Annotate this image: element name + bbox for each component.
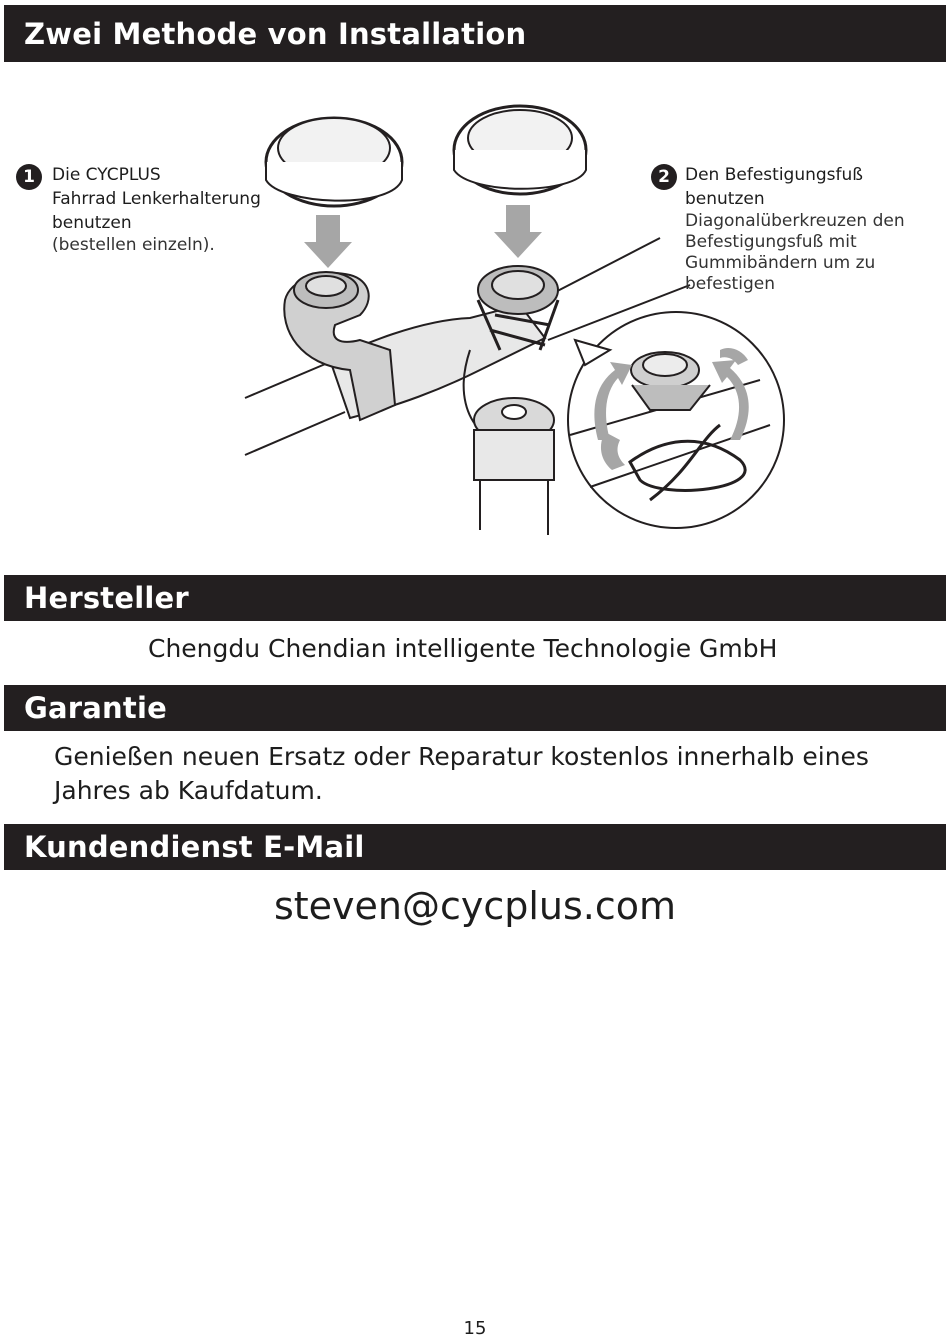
step-2-line-2: benutzen (685, 189, 765, 209)
warranty-line-2: Jahres ab Kaufdatum. (54, 776, 323, 805)
warranty-header (4, 685, 946, 731)
manufacturer-text: Chengdu Chendian intelligente Technologie GmbH (148, 634, 778, 663)
step-2-text (685, 163, 947, 295)
step-1-badge: 1 (16, 164, 42, 190)
warranty-line-1: Genießen neuen Ersatz oder Reparatur kostenlos innerhalb eines (54, 742, 869, 771)
step-2-desc-2: Befestigungsfuß mit (685, 232, 857, 252)
step-2-line-1: Den Befestigungsfuß (685, 165, 863, 185)
step-1-line-1: Die CYCPLUS (52, 165, 161, 185)
support-email-link[interactable]: steven@cycplus.com (273, 884, 677, 928)
warranty-title: Garantie (24, 691, 167, 725)
step-2-desc-1: Diagonalüberkreuzen den (685, 211, 905, 231)
step-2-badge: 2 (651, 164, 677, 190)
step-1-text (52, 163, 292, 256)
page-number: 15 (463, 1318, 487, 1339)
step-2-desc-4: befestigen (685, 274, 775, 294)
manufacturer-header (4, 575, 946, 621)
warranty-text (54, 740, 934, 808)
manufacturer-title: Hersteller (24, 581, 189, 615)
installation-title: Zwei Methode von Installation (24, 16, 527, 51)
step-2-desc-3: Gummibändern um zu (685, 253, 876, 273)
support-header (4, 824, 946, 870)
step-1-line-3: benutzen (52, 213, 132, 233)
support-title: Kundendienst E-Mail (24, 830, 365, 864)
step-1-line-2: Fahrrad Lenkerhalterung (52, 189, 261, 209)
step-1-note: (bestellen einzeln). (52, 235, 215, 255)
